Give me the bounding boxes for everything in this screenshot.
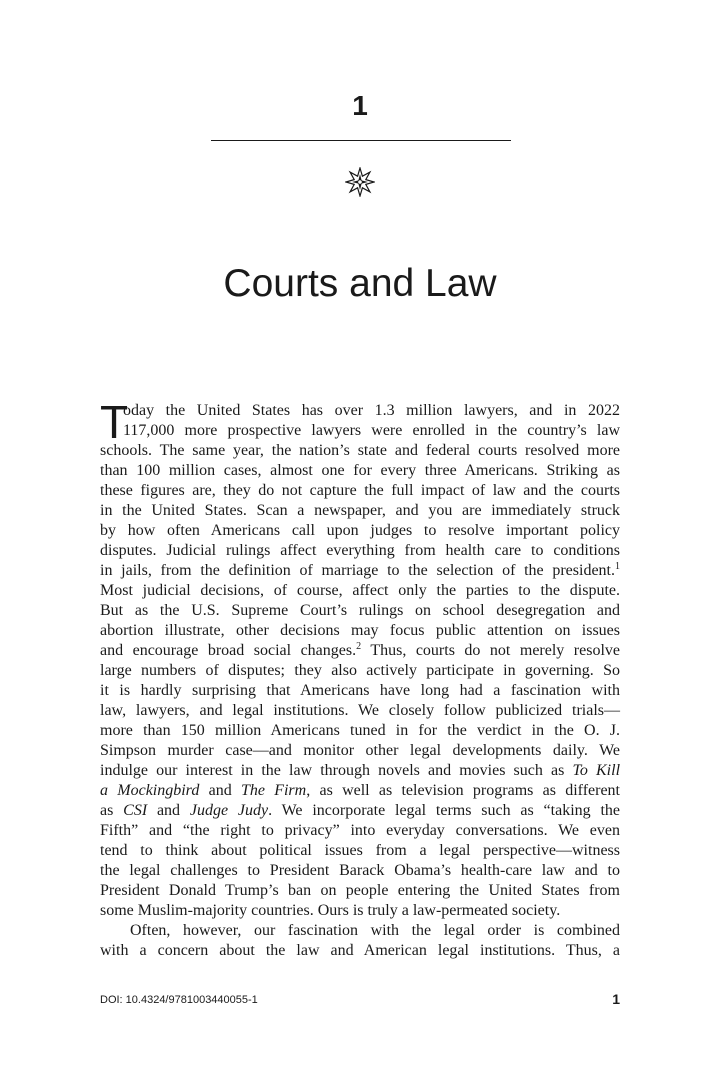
footnote-ref[interactable]: 1 [615,561,620,572]
text-line: Simpson murder case—and monitor other legal developments daily. We [100,742,620,759]
text-line: 117,000 more prospective lawyers were enrolled in the country’s law [123,422,620,439]
text-line: a Mockingbird and The Firm, as well as television programs as different [100,782,620,799]
text-line: indulge our interest in the law through novels and movies such as To Kill [100,762,621,779]
text-line: some Muslim-majority countries. Ours is truly a law-permeated society. [100,902,561,919]
text-line: large numbers of disputes; they also actively participate in governing. So [100,662,620,679]
text-line: and encourage broad social changes.$^2$ Thus, courts do not merely resolve [100,641,620,659]
text-line: it is hardly surprising that Americans have long had a fascination with [100,682,620,699]
page-number: 1 [612,991,620,1007]
text-line: abortion illustrate, other decisions may focus public attention on issues [100,622,620,639]
text-line: by how often Americans call upon judges to resolve important policy [100,522,620,539]
text-line: these figures are, they do not capture the full impact of law and the courts [100,482,620,499]
drop-cap: T [100,396,129,448]
text-line: Most judicial decisions, of course, affect only the parties to the dispute. [100,582,620,599]
text-line: law, lawyers, and legal institutions. We closely follow publicized trials— [100,702,620,719]
text-line: oday the United States has over 1.3 million lawyers, and in 2022 [123,402,620,419]
chapter-number: 1 [352,90,368,121]
text-line: But as the U.S. Supreme Court’s rulings on school desegregation and [100,602,620,619]
footer-doi: DOI: 10.4324/9781003440055-1 [100,994,258,1006]
footnote-ref[interactable]: 2 [356,641,362,652]
chapter-rule [211,140,511,141]
compass-star-icon [345,167,375,197]
text-line: more than 150 million Americans tuned in for the verdict in the O. J. [100,722,620,739]
text-line: schools. The same year, the nation’s state and federal courts resolved more [100,442,620,459]
text-line: in jails, from the definition of marriage to the selection of the president.$^1$ [100,561,620,579]
text-line: tend to think about political issues from a legal perspective—witness [100,842,620,859]
text-line: as CSI and Judge Judy. We incorporate legal terms such as “taking the [100,802,621,819]
text-line: President Donald Trump’s ban on people entering the United States from [100,882,620,899]
text-line: with a concern about the law and American legal institutions. Thus, a [100,942,620,959]
text-line: than 100 million cases, almost one for every three Americans. Striking as [100,462,620,479]
text-line: disputes. Judicial rulings affect everything from health care to conditions [100,542,620,559]
body-text [100,396,621,961]
text-line: the legal challenges to President Barack Obama’s health-care law and to [100,862,620,879]
text-line: Often, however, our fascination with the legal order is combined [130,922,620,939]
chapter-title: Courts and Law [223,262,497,305]
text-line: in the United States. Scan a newspaper, and you are immediately struck [100,502,620,519]
text-line: Fifth” and “the right to privacy” into everyday conversations. We even [100,822,620,839]
